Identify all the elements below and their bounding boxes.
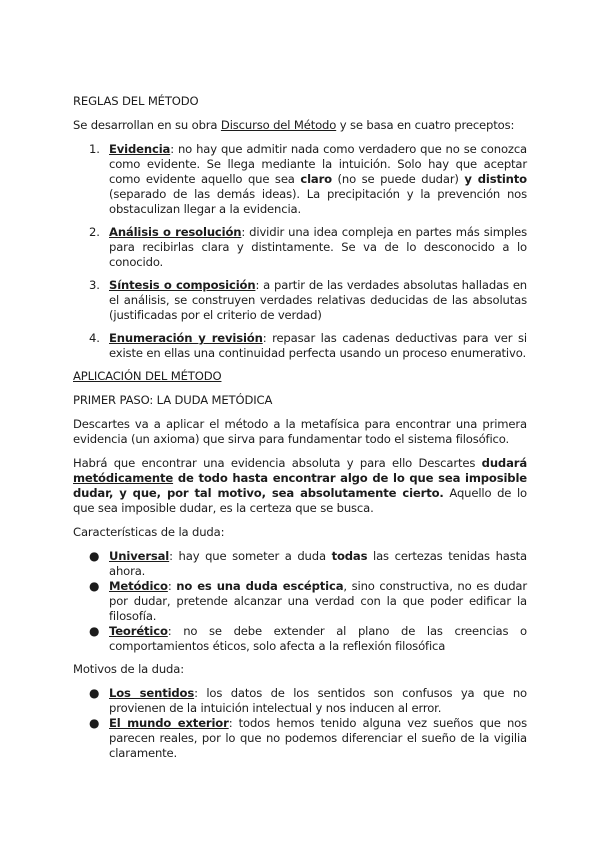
rule-term: Enumeración y revisión [109,331,263,345]
intro-paragraph [73,118,527,133]
motives-title: Motivos de la duda: [73,662,184,676]
rule-text: : no hay que admitir nada como verdadero que no se conozca como evidente. Se llega mediante la intuición. Solo hay que aceptar como evidente aquello que sea [109,142,527,186]
item-text: , sino constructiva, no es dudar por dudar, pretende alcanzar una verdad con la que poder edificar la filosofía. [109,579,527,623]
rule-text: (no se puede dudar) [331,172,465,186]
item-text: las certezas tenidas hasta ahora. [109,549,527,578]
para-bold-underline: metódicamente [73,471,174,485]
para-text: Habrá que encontrar una evidencia absoluta y para ello Descartes [73,456,482,470]
characteristic-term: Metódico [109,579,168,593]
item-text: : no se debe extender al plano de las creencias o comportamientos éticos, solo afecta a la reflexión filosófica [109,624,527,653]
motives-list [73,686,527,761]
bullet-icon: ● [89,716,100,730]
rule-term: Evidencia [109,142,171,156]
bullet-icon: ● [89,579,100,593]
characteristic-term: Universal [109,549,170,563]
section-title: REGLAS DEL MÉTODO [73,94,199,108]
rule-term: Análisis o resolución [109,225,242,239]
motive-term: Los sentidos [109,686,195,700]
intro-text: Se desarrollan en su obra [73,118,221,132]
list-number: 2. [89,225,100,239]
item-bold: no es una duda escéptica [176,579,344,593]
work-title: Discurso del Método [220,118,337,132]
rule-text: : a partir de las verdades absolutas halladas en el análisis, se construyen verdades relativas deducidas de las absolutas (justificadas por el criterio de verdad) [109,278,527,322]
list-item-rule-4 [73,331,527,361]
motive-term: El mundo exterior [109,716,229,730]
list-number: 4. [89,331,100,345]
list-item-characteristic [73,579,527,624]
section-title-application: APLICACIÓN DEL MÉTODO [73,369,222,383]
list-item-characteristic [73,624,527,654]
list-item-motive [73,716,527,761]
list-number: 1. [89,142,100,156]
list-item-rule-1 [73,142,527,217]
para-text: Aquello de lo que sea imposible dudar, es la certeza que se busca. [73,486,527,515]
item-text: : hay que someter a duda [169,549,332,563]
item-bold: todas [331,549,368,563]
rule-text: : repasar las cadenas deductivas para ver si existe en ellas una continuidad perfecta usando un proceso enumerativo. [109,331,527,360]
bullet-icon: ● [89,686,100,700]
rule-text: (separado de las demás ideas). La precipitación y la prevención nos obstaculizan llegar a la evidencia. [109,187,527,216]
list-item-motive [73,686,527,716]
rules-list [73,142,527,361]
rule-text: : dividir una idea compleja en partes más simples para recibirlas clara y distintamente. Se va de lo desconocido a lo conocido. [109,225,527,269]
rule-bold: y distinto [464,172,527,186]
item-text: : todos hemos tenido alguna vez sueños que nos parecen reales, por lo que no podemos diferenciar el sueño de la vigilia claramente. [109,716,527,760]
list-number: 3. [89,278,100,292]
paragraph-doubt [73,456,527,516]
item-text: : los datos de los sentidos son confusos ya que no provienen de la intuición intelectual y nos inducen al error. [109,686,527,715]
intro-text-end: y se basa en cuatro preceptos: [336,118,515,132]
list-item-characteristic [73,549,527,579]
para-bold: de todo hasta encontrar algo de lo que sea imposible dudar, y que, por tal motivo, sea absolutamente cierto. [73,471,527,500]
characteristics-list [73,549,527,654]
list-item-rule-3 [73,278,527,323]
characteristics-title: Características de la duda: [73,525,225,539]
rule-term: Síntesis o composición [109,278,256,292]
rule-bold: claro [300,172,332,186]
subsection-title: PRIMER PASO: LA DUDA METÓDICA [73,393,273,407]
item-text: : [167,579,177,593]
bullet-icon: ● [89,549,100,563]
list-item-rule-2 [73,225,527,270]
bullet-icon: ● [89,624,100,638]
characteristic-term: Teorético [109,624,168,638]
paragraph-metaphysics: Descartes va a aplicar el método a la metafísica para encontrar una primera evidencia (un axioma) que sirva para fundamentar todo el sistema filosófico. [73,417,527,446]
para-bold: dudará [481,456,527,470]
